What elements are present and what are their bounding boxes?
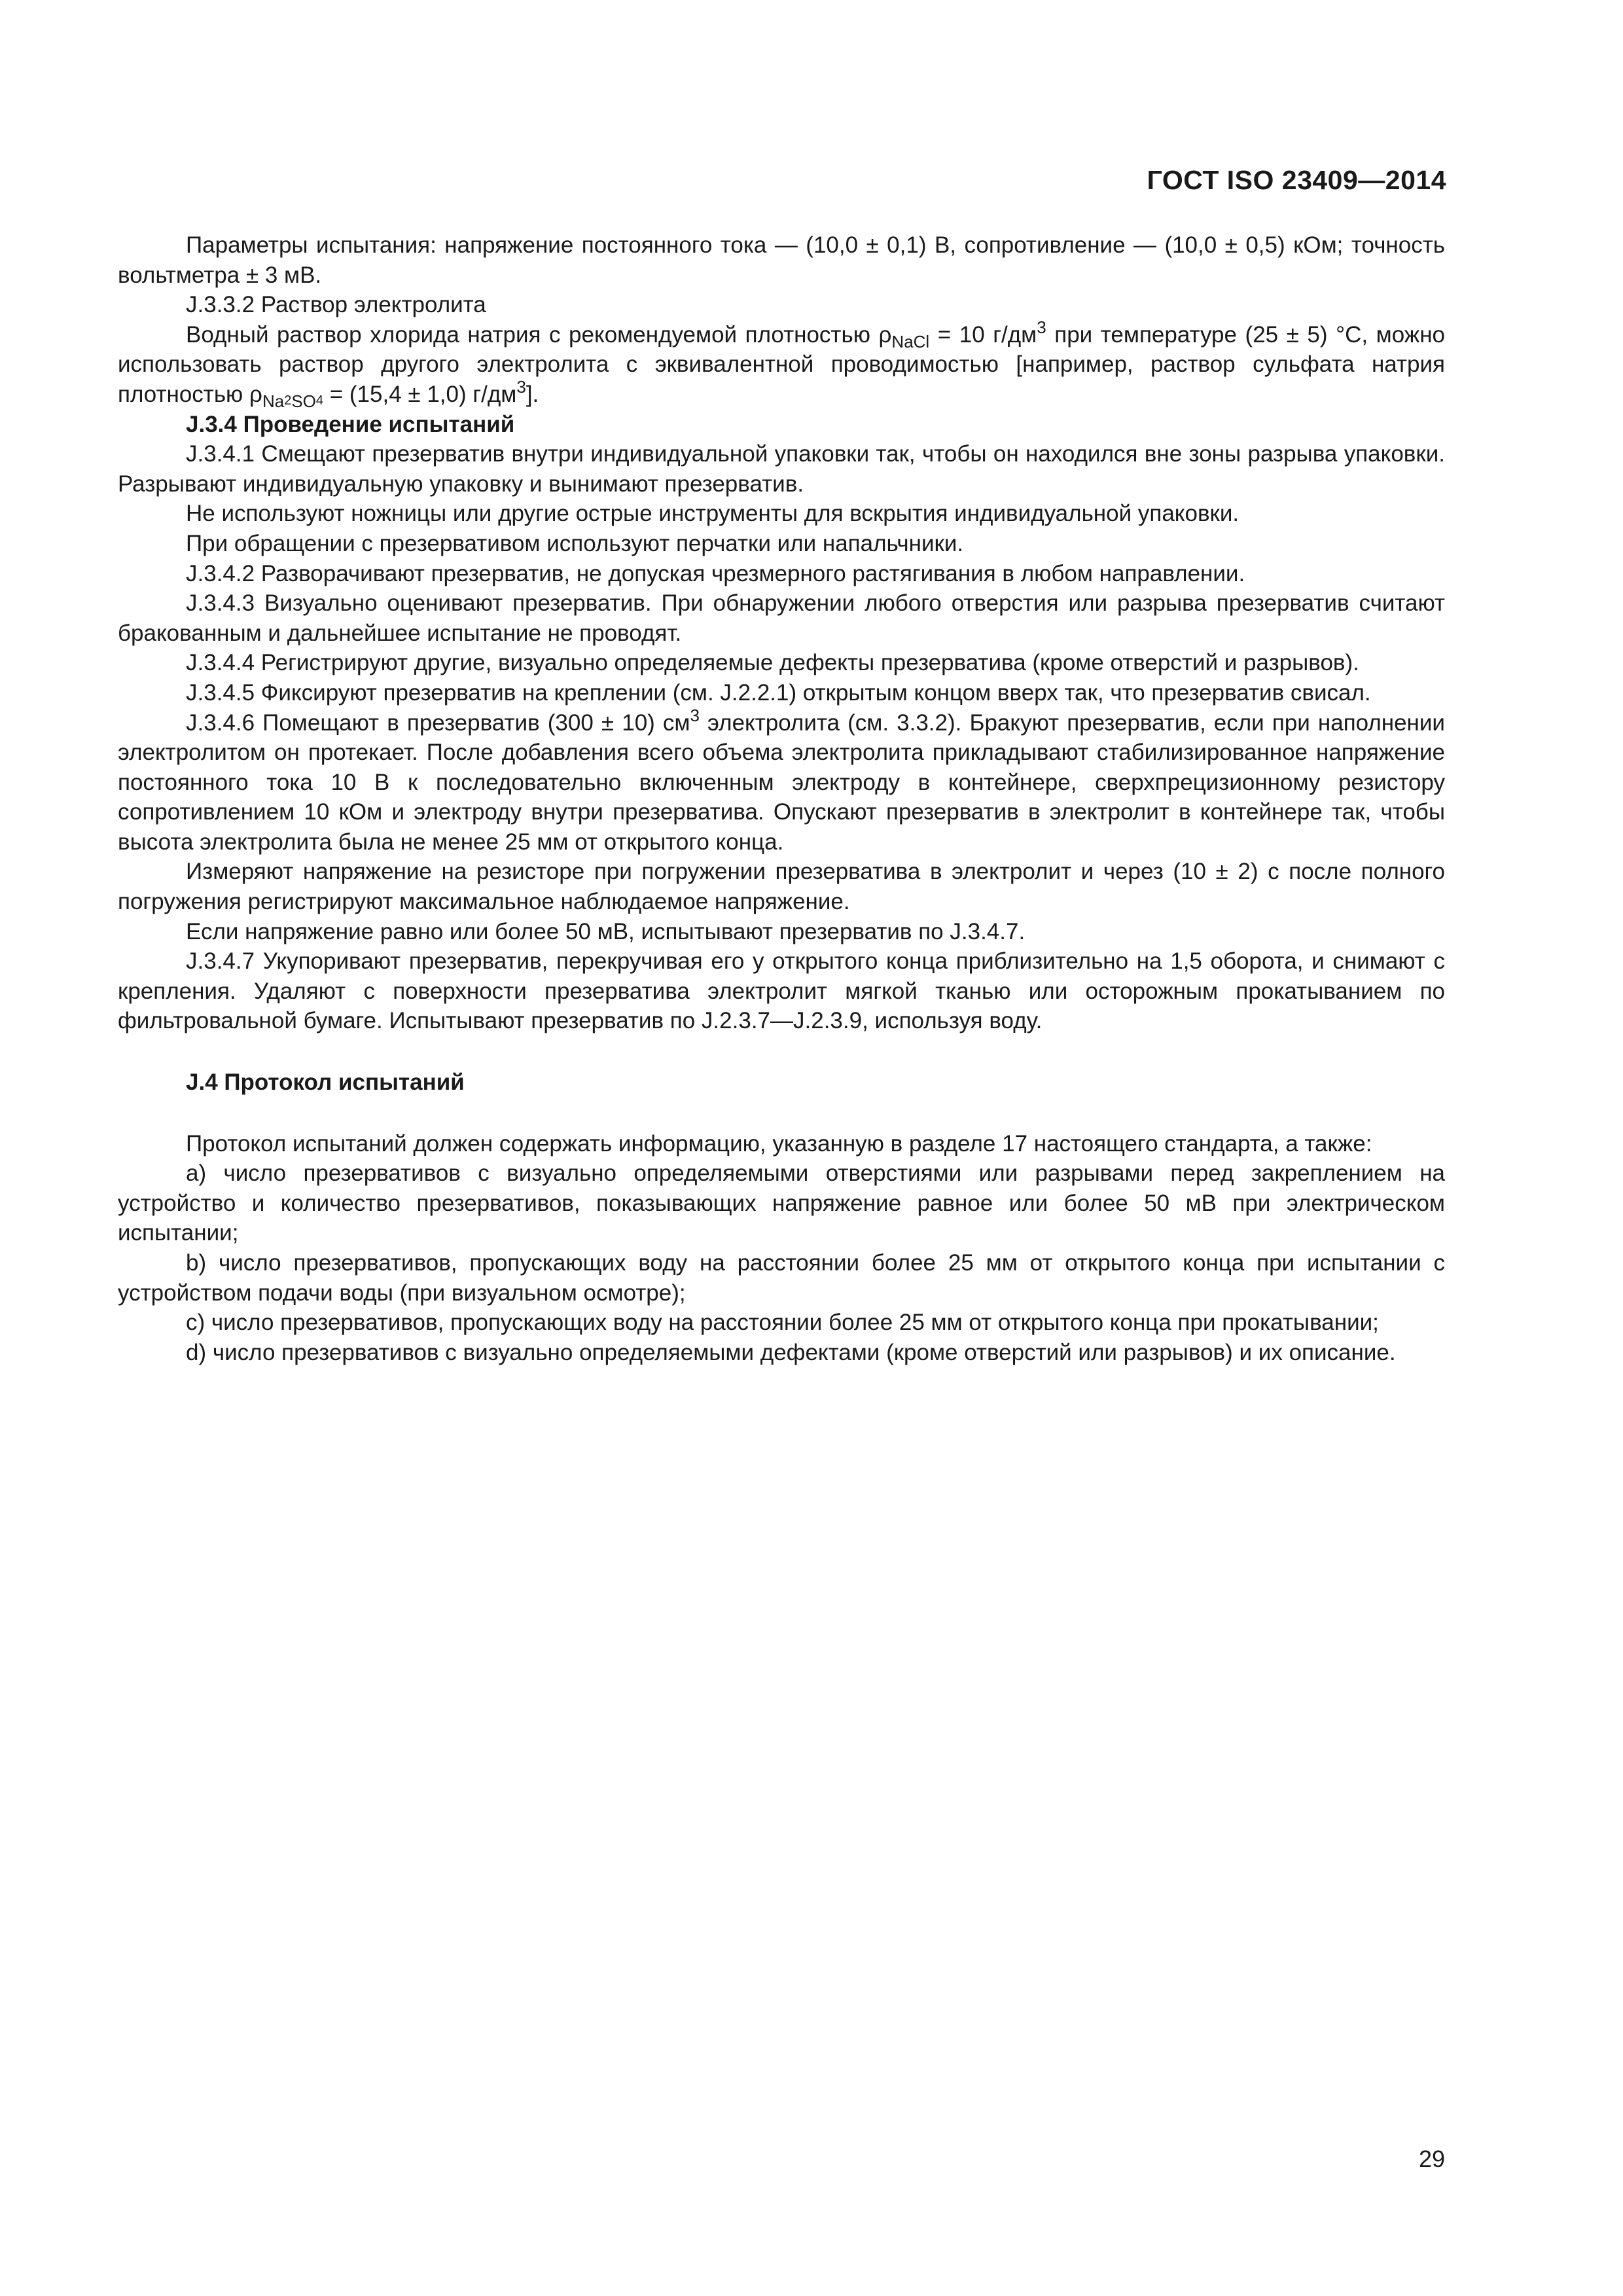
clause-j346: J.3.4.6 Помещают в презерватив (300 ± 10) $см^3$ электролита (см. 3.3.2). Бракуют презерватив, если при наполнении электролитом он протекает. После добавления всего объема электролита прикладывают стабилизированное напряжение постоянного тока 10 В к последовательно включенным электроду в контейнере, сверхпрецизионному резистору сопротивлением 10 кОм и электроду внутри презерватива. Опускают презерватив в электролит в контейнере так, чтобы высота электролита была не менее 25 мм от открытого конца. bbox=[118, 705, 1445, 855]
clause-j341: J.3.4.1 Смещают презерватив внутри индивидуальной упаковки так, чтобы он находился вне зоны разрыва упаковки. Разрывают индивидуальную упаковку и вынимают презерватив. bbox=[118, 441, 1445, 497]
document-body bbox=[118, 230, 1445, 1367]
clause-j342: J.3.4.2 Разворачивают презерватив, не допуская чрезмерного растягивания в любом направлении. bbox=[186, 560, 1245, 586]
report-item-c: c) число презервативов, пропускающих воду на расстоянии более 25 мм от открытого конца при прокатывании; bbox=[186, 1310, 1379, 1336]
document-standard-code: ГОСТ ISO 23409—2014 bbox=[1147, 165, 1446, 195]
report-item-a: a) число презервативов с визуально определяемыми отверстиями или разрывами перед закреплением на устройство и количество презервативов, показывающих напряжение равное или более 50 мВ при электрическом испытании; bbox=[118, 1160, 1445, 1246]
test-parameters-paragraph: Параметры испытания: напряжение постоянного тока — (10,0 ± 0,1) В, сопротивление — (10,0 ± 0,5) кОм; точность вольтметра ± 3 мВ. bbox=[118, 232, 1445, 288]
test-report-paragraph: Протокол испытаний должен содержать информацию, указанную в разделе 17 настоящего стандарта, а также: bbox=[186, 1130, 1372, 1157]
page-number: 29 bbox=[1418, 2145, 1445, 2172]
gloves-paragraph: При обращении с презервативом используют перчатки или напальчники. bbox=[186, 530, 964, 556]
clause-j332-title: J.3.3.2 Раствор электролита bbox=[186, 292, 486, 318]
section-j34-heading: J.3.4 Проведение испытаний bbox=[186, 411, 515, 437]
no-scissors-paragraph: Не используют ножницы или другие острые инструменты для вскрытия индивидуальной упаковки. bbox=[186, 501, 1240, 527]
report-item-b: b) число презервативов, пропускающих воду на расстоянии более 25 мм от открытого конца при испытании с устройством подачи воды (при визуальном осмотре); bbox=[118, 1250, 1445, 1306]
clause-j347: J.3.4.7 Укупоривают презерватив, перекручивая его у открытого конца приблизительно на 1,5 оборота, и снимают с крепления. Удаляют с поверхности презерватива электролит мягкой тканью или осторожным прокатыванием по фильтровальной бумаге. Испытывают презерватив по J.2.3.7—J.2.3.9, используя воду. bbox=[118, 948, 1445, 1034]
electrolyte-solution-paragraph: Водный раствор хлорида натрия с рекомендуемой плотностью $\rho_{NaCl} = 10$ $г/дм^3$ при температуре (25 ± 5) °С, можно использовать раствор другого электролита с эквивалентной проводимостью [например, раствор сульфата натрия плотностью $\rho_{Na}2_{SO}4 = (15,4 \pm 1,0)$ $г/дм^3$]. bbox=[118, 317, 1445, 411]
clause-j343: J.3.4.3 Визуально оценивают презерватив. При обнаружении любого отверстия или разрыва презерватив считают бракованным и дальнейшее испытание не проводят. bbox=[118, 590, 1445, 646]
voltage-threshold-paragraph: Если напряжение равно или более 50 мВ, испытывают презерватив по J.3.4.7. bbox=[186, 918, 1026, 944]
voltage-measure-paragraph: Измеряют напряжение на резисторе при погружении презерватива в электролит и через (10 ± 2) с после полного погружения регистрируют максимальное наблюдаемое напряжение. bbox=[118, 859, 1445, 915]
section-j4-heading: J.4 Протокол испытаний bbox=[186, 1069, 465, 1096]
clause-j344: J.3.4.4 Регистрируют другие, визуально определяемые дефекты презерватива (кроме отверстий и разрывов). bbox=[186, 650, 1359, 676]
clause-j345: J.3.4.5 Фиксируют презерватив на креплении (см. J.2.2.1) открытым концом вверх так, что презерватив свисал. bbox=[186, 679, 1371, 706]
report-item-d: d) число презервативов с визуально определяемыми дефектами (кроме отверстий или разрывов) и их описание. bbox=[186, 1339, 1396, 1365]
